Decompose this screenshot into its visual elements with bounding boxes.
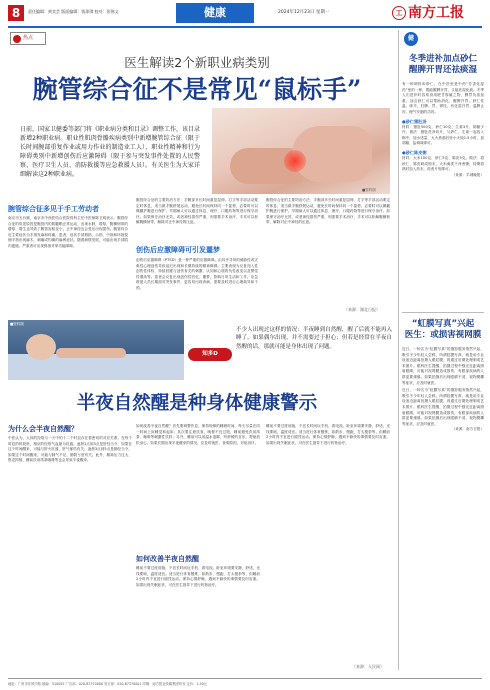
article1-col3b: 腕管综合征的主要防治方法：手腕部多长时间重复屈伸，打字等手部活动要定时休息，适当做手腕舒展运动，避免长时间保持同一个姿势，必要时可以佩戴护腕进行保护，早期病人可以通过休息、理疗、口服药物等进行保守治疗。如果保守治疗无效，或者神经损伤严重，则需要手术治疗，手术可以松解腕横韧带，解除对正中神经的压迫。 — [266, 198, 390, 225]
health-tag: 健 — [404, 32, 418, 46]
editor-credits: 责任编辑：黄宾芸 版面编辑：钱琼琪 校对：张锦文 — [28, 9, 119, 14]
hotspot-dot-icon — [13, 35, 21, 43]
article2-subhead1: 为什么会半夜自然醒？ — [8, 425, 78, 433]
article2-col1: 中医认为，人体的经络与一天中的十二个时辰存在着密切的对应关系。在每个时辰的时段里，相应的经络气血最为旺盛。凌晨1点到3点是肝经当令，如果在这个时间醒来，可能与肝火旺盛、肝气郁结有关；凌晨3点到5点是肺经当令，如果这个时间醒来，可能与肺气不足、肺阴亏虚有关。此外，精神压力过大、焦虑抑郁、睡前饮用浓茶咖啡等也会导致半夜醒来。 — [8, 436, 132, 463]
tip-box — [188, 320, 394, 380]
newspaper-logo — [392, 3, 484, 23]
issue-date: 2024年12月23日 星期一 — [278, 10, 330, 15]
column-divider — [398, 30, 399, 670]
wrist-pain-photo — [212, 108, 390, 194]
night-waking-photo — [8, 320, 184, 380]
tip-band — [8, 320, 394, 380]
article1-col2: 腕管综合征的主要防治方法：手腕部多长时间重复屈伸，打字等手部活动要定时休息，适当做手腕舒展运动，避免长时间保持同一个姿势，必要时可以佩戴护腕进行保护，早期病人可以通过休息、理疗、口服药物等进行保守治疗。如果保守治疗无效，或者神经损伤严重，则需要手术治疗，手术可以松解腕横韧带，解除对正中神经的压迫。 — [136, 198, 258, 225]
right-head1: 冬季进补加点砂仁 醒脾开胃还祛痰湿 — [408, 54, 477, 75]
article1-subhead2: 创伤后应激障碍可引发噩梦 — [136, 246, 220, 254]
right-text4b: 近日，一种名为“虹膜写真”的摄影服务悄然兴起，吸引不少年轻人尝鲜。所谓虹膜写真，就是用专业设备近距离拍摄人眼虹膜，再通过后期处理制成艺术照片。眼科医生提醒，拍摄过程中强光近距离照射眼睛，可能对视网膜造成损伤，有眼部疾病的人群更要谨慎。如果拍摄后出现眼睛不适、视物模糊等症状，应及时就医。 — [402, 388, 484, 426]
tip-text: 不少人出现过这样的情况：半夜睡到自然醒，醒了后就不能再入睡了。如果偶尔出现，并不需要过于担心；但若是经常在半夜自然醒的话，那就可能是身体出现了问题。 — [236, 327, 392, 350]
article2-col2b: 睡前不要过度用脑，不宜长时间玩手机、看电视。卧室环境要安静、舒适，光线要暗，温度适宜。适当进行体育锻炼，如散步、慢跑、打太极拳等，但睡前2小时内不宜进行剧烈运动。保持心情舒畅，遇到不愉快的事情要及时宣泄。如果出现失眠症状，可在医生指导下进行药物治疗。 — [136, 566, 260, 587]
right-text1: 有一种调料叫砂仁，在中医里是中药“芳香化湿药”里的一种，既能醒脾开胃，又能祛湿化痰。冬季人们进补时容易食用肥甘厚腻之物，脾胃负担加重，加点砂仁可以帮助消化、醒脾开胃。砂仁性温、味辛，归脾、胃、肾经，有化湿开胃、温脾止泻、理气安胎的功效。 — [402, 82, 484, 114]
right-text3: 材料：大米100克、砂仁5克、陈皮5克。做法：将砂仁、陈皮研成细末，大米淘洗干净煮粥，待粥将熟时加入药末，再煮片刻即可。 — [402, 155, 484, 172]
tip-badge: 知多D — [188, 348, 232, 361]
article1-col3a: 创伤后应激障碍（PTSD）是一种严重的应激障碍。由异乎寻常的威胁性或灾难性心理创伤导致延迟出现和长期持续的精神障碍。主要表现为反复闯入性创伤性体验、持续回避与创伤有关的刺激、认知和心境的负性改变以及警觉性增高等。患者会反复出现创伤性回忆、噩梦，影响日常生活和工作。应急救援人员长期面对突发事件，更容易出现该病，需要及时进行心理疏导和干预。 — [136, 258, 258, 290]
page-number: 8 — [8, 5, 24, 21]
hotspot-tag: 热点 — [10, 32, 46, 45]
article2-col2: 如何改善半夜自然醒？首先要调整作息，保持规律的睡眠时间，每天尽量在同一时间上床睡觉和起床；其次要注意饮食，晚餐不宜过饱，睡前避免饮用浓茶、咖啡等刺激性饮料；另外，睡前可以用温水泡脚，听舒缓的音乐，帮助放松身心。如果长期出现半夜醒来的情况，应及时就医，查明原因，对症治疗。 — [136, 424, 260, 445]
right-source2: （来源：南方日报） — [451, 427, 484, 432]
right-source1: （来源：羊城晚报） — [451, 172, 484, 177]
right-sub1: ●砂仁猪肚汤 — [402, 118, 427, 124]
article1-source: （来源：湖北日报） — [344, 307, 380, 312]
right-article2 — [402, 312, 484, 433]
right-article1 — [402, 54, 484, 178]
page-footer: 地址：广州市东风中路 邮编：510055 广告部：020-87370000 发行部：020-87370001 印刷：南方报业传媒集团印务 定价：1.50元 — [8, 678, 482, 686]
article1-kicker: 医生解读2个新职业病类别 — [124, 55, 270, 70]
right-sub2: ●砂仁陈皮粥 — [402, 149, 427, 155]
article1-col1: 南京市五台颐，南京市中西医结合医院骨科主任中医师陈卫明表示，腕管综合征的常见原因是腕管内的肌腱鞘正常运动，出现水肿，增厚，腕横韧带的增厚、增生也导致了腕管容积变小，正中神经也会受压出现损伤。腕管综合征主要症状为手指发麻和疼痛，患者，症状手部拇指、示指、中指和环指桡侧半指出现麻木、刺痛或灼痛的麻痹症状。随着病情发展，可能出现手部肌肉萎缩，严重者可出现拇指对掌功能障碍。 — [8, 216, 128, 248]
article2-col3: 睡前不要过度用脑，不宜长时间玩手机、看电视。卧室环境要安静、舒适，光线要暗，温度适宜。适当进行体育锻炼，如散步、慢跑、打太极拳等，但睡前2小时内不宜进行剧烈运动。保持心情舒畅，遇到不愉快的事情要及时宣泄。如果出现失眠症状，可在医生指导下进行药物治疗。 — [266, 424, 390, 445]
section-badge: 健康 — [176, 3, 254, 23]
photo2-credit: ■资料图 — [10, 322, 24, 326]
right-text4: 近日，一种名为“虹膜写真”的摄影服务悄然兴起，吸引不少年轻人尝鲜。所谓虹膜写真，就是用专业设备近距离拍摄人眼虹膜，再通过后期处理制成艺术照片。眼科医生提醒，拍摄过程中强光近距离照射眼睛，可能对视网膜造成损伤，有眼部疾病的人群更要谨慎。如果拍摄后出现眼睛不适、视物模糊等症状，应及时就医。 — [402, 347, 484, 385]
article1-headline: 腕管综合征不是常见“鼠标手” — [32, 75, 362, 104]
page-header — [0, 0, 490, 28]
photo1-credit: ■资料图 — [362, 188, 376, 192]
right-text2: 材料：猪肚500克、砂仁10克、生姜3片、胡椒少许。做法：猪肚洗净切片，与砂仁、生姜一起放入锅中，加水适量，大火煮沸后转小火炖1.5小时，加胡椒、盐调味即可。 — [402, 124, 484, 146]
logo-seal-icon: 工 — [392, 6, 406, 20]
right-head2: “虹膜写真”兴起 医生：或损害视网膜 — [404, 319, 482, 340]
pain-highlight-icon — [284, 150, 306, 172]
article2-subhead2: 如何改善半夜自然醒 — [136, 555, 199, 563]
article2-headline: 半夜自然醒是种身体健康警示 — [76, 393, 318, 414]
article1-subhead1: 腕管综合征多见于手工劳动者 — [8, 205, 99, 213]
logo-text: 南方工报 — [408, 5, 464, 21]
article2-source: （来源：人民网） — [352, 664, 384, 669]
header-rule — [8, 26, 482, 28]
article1-lead: 日前，国家卫健委等部门将《职业病分类和目录》调整工作，该目录新增2种职业病。职业性肌肉骨骼疾病类别中新增腕管综合征（限于长时间腕部重复作业或用力作业的制造业工人）、职业性精神和行为障碍类别中新增创伤后应激障碍（限于参与突发事件处置的人民警察、医疗卫生人员、消防救援等应急救援人员）。有关医生为大家详细解读这2种职业病。 — [20, 126, 201, 178]
